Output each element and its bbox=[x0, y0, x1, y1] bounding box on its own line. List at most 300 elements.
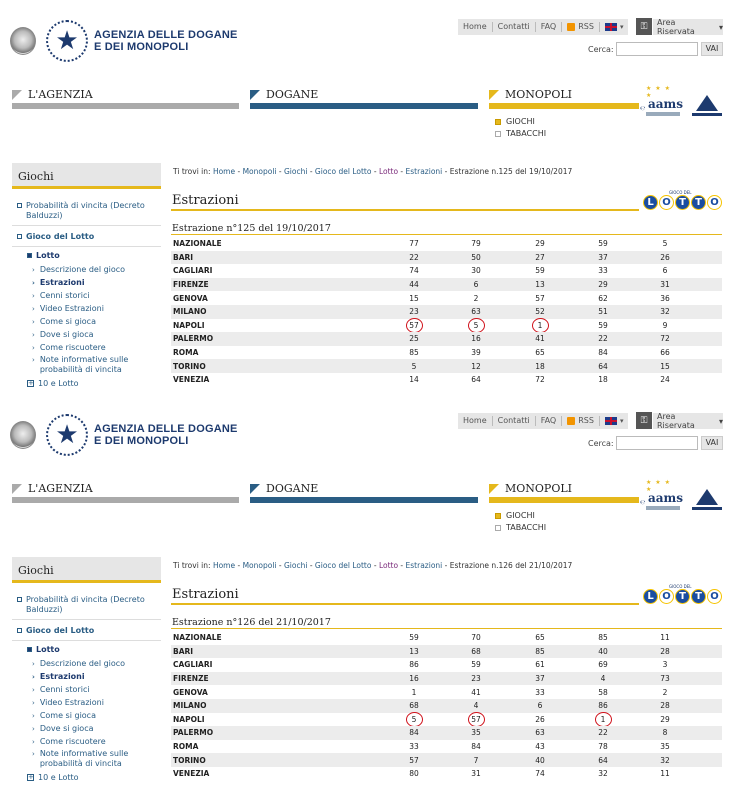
drawn-number: 68 bbox=[409, 701, 419, 711]
drawn-number: 31 bbox=[660, 280, 670, 290]
language-selector[interactable] bbox=[600, 22, 629, 32]
faq-link[interactable]: FAQ bbox=[536, 416, 563, 426]
drawn-number: 84 bbox=[409, 728, 419, 738]
sidebar-link-come-riscuotere[interactable] bbox=[32, 737, 106, 747]
sidebar-link-dove-si-gioca[interactable] bbox=[32, 330, 94, 340]
drawn-number: 72 bbox=[660, 334, 670, 344]
arrow-icon: › bbox=[32, 673, 35, 681]
sidebar-link-label: Cenni storici bbox=[39, 291, 90, 300]
results-table bbox=[171, 631, 722, 781]
breadcrumb-link[interactable]: Gioco del Lotto bbox=[314, 561, 372, 570]
drawn-number: 85 bbox=[409, 348, 419, 358]
agency-star-icon: ★ bbox=[46, 414, 88, 456]
city-name: ROMA bbox=[173, 348, 199, 358]
nav-agenzia-bar bbox=[12, 103, 239, 109]
breadcrumb-current: Estrazione n.126 del 21/10/2017 bbox=[449, 561, 573, 570]
table-row bbox=[171, 740, 722, 754]
nav-dogane-bar bbox=[250, 103, 478, 109]
breadcrumb-link[interactable]: Home bbox=[212, 561, 236, 570]
sidebar-link-label: Video Estrazioni bbox=[39, 698, 104, 707]
sidebar-link-come-si-gioca[interactable] bbox=[32, 711, 96, 721]
sidebar-link-cenni-storici[interactable] bbox=[32, 685, 90, 695]
bullet-icon bbox=[495, 131, 501, 137]
sidebar-link-label: Come riscuotere bbox=[39, 737, 106, 746]
drawn-number: 5 bbox=[473, 320, 479, 330]
sidebar-heading: Giochi bbox=[12, 163, 161, 189]
arrow-icon: › bbox=[32, 712, 35, 720]
drawn-number: 57 bbox=[535, 293, 545, 303]
drawn-number: 64 bbox=[598, 755, 608, 765]
drawn-number: 13 bbox=[535, 280, 545, 290]
sidebar-item-probabilita[interactable]: Probabilità di vincita (Decreto Balduzzi) bbox=[17, 595, 159, 615]
city-name: VENEZIA bbox=[173, 769, 210, 779]
nav-agenzia-bar bbox=[12, 497, 239, 503]
sidebar-item-lotto[interactable]: Lotto bbox=[27, 251, 60, 261]
sidebar-item-gioco-del-lotto[interactable]: Gioco del Lotto bbox=[17, 232, 94, 242]
sidebar bbox=[12, 163, 161, 189]
drawn-number: 33 bbox=[598, 266, 608, 276]
screenshot-draw-126 bbox=[0, 394, 740, 788]
sidebar-link-note[interactable]: › Note informative sulle probabilità di vincita bbox=[32, 355, 129, 374]
sidebar-link-label: Dove si gioca bbox=[39, 724, 94, 733]
chevron-down-icon: ▾ bbox=[619, 23, 624, 31]
drawn-number: 1 bbox=[600, 714, 606, 724]
drawn-number: 28 bbox=[660, 701, 670, 711]
table-row bbox=[171, 251, 722, 265]
sidebar-item-lotto[interactable]: Lotto bbox=[27, 645, 60, 655]
nav-dogane-label: DOGANE bbox=[266, 88, 319, 101]
lotto-ball-icon: T bbox=[691, 195, 706, 210]
key-icon[interactable]: ⚿ bbox=[636, 18, 652, 35]
sidebar-link-dove-si-gioca[interactable] bbox=[32, 724, 94, 734]
drawn-number: 37 bbox=[535, 674, 545, 684]
page-title: Estrazioni bbox=[172, 193, 239, 208]
drawn-number: 5 bbox=[411, 361, 417, 371]
city-name: FIRENZE bbox=[173, 280, 209, 290]
drawn-number: 11 bbox=[660, 769, 670, 779]
city-name: NAZIONALE bbox=[173, 633, 222, 643]
drawn-number: 9 bbox=[662, 320, 668, 330]
subnav-giochi[interactable]: GIOCHI bbox=[495, 511, 535, 520]
drawn-number: 32 bbox=[660, 307, 670, 317]
key-icon[interactable]: ⚿ bbox=[636, 412, 652, 429]
sidebar-link-label: Estrazioni bbox=[39, 278, 85, 287]
sidebar-link-label: Estrazioni bbox=[39, 672, 85, 681]
breadcrumb-link[interactable]: Gioco del Lotto bbox=[314, 167, 372, 176]
city-name: CAGLIARI bbox=[173, 266, 213, 276]
subtitle-rule bbox=[171, 628, 722, 629]
drawn-number: 2 bbox=[662, 687, 668, 697]
table-row bbox=[171, 685, 722, 699]
drawn-number: 74 bbox=[535, 769, 545, 779]
arrow-icon: › bbox=[32, 305, 35, 313]
bullet-icon bbox=[495, 525, 501, 531]
table-row bbox=[171, 753, 722, 767]
uk-flag-icon bbox=[605, 417, 617, 425]
arrow-icon: › bbox=[32, 750, 35, 758]
drawn-number: 11 bbox=[660, 633, 670, 643]
bullet-icon bbox=[495, 513, 501, 519]
sidebar-item-gioco-del-lotto[interactable]: Gioco del Lotto bbox=[17, 626, 94, 636]
sidebar-link-estrazioni[interactable] bbox=[32, 672, 85, 682]
sidebar-link-descrizione-del-gioco[interactable] bbox=[32, 265, 125, 275]
table-row bbox=[171, 631, 722, 645]
sidebar-heading: Giochi bbox=[12, 557, 161, 583]
drawn-number: 23 bbox=[409, 307, 419, 317]
top-navigation bbox=[458, 413, 628, 429]
city-name: ROMA bbox=[173, 742, 199, 752]
drawn-number: 5 bbox=[411, 714, 417, 724]
chevron-down-icon: ▾ bbox=[718, 22, 723, 32]
breadcrumb: Ti trovi in: Home - Monopoli - Giochi - Gioco del Lotto - Lotto - Estrazioni - Estrazione n.126 del 21/10/2017 bbox=[173, 561, 573, 570]
rss-icon bbox=[567, 417, 575, 425]
drawn-number: 57 bbox=[409, 320, 419, 330]
home-link[interactable]: Home bbox=[458, 22, 493, 32]
drawn-number: 36 bbox=[660, 293, 670, 303]
lotto-ball-icon: O bbox=[659, 589, 674, 604]
search-label: Cerca: bbox=[588, 45, 614, 54]
lotto-ball-icon: T bbox=[675, 195, 690, 210]
eu-stars-icon: ★ ★ ★ ★ bbox=[646, 85, 671, 99]
drawn-number: 77 bbox=[409, 239, 419, 249]
logo-tagline-bar bbox=[646, 112, 680, 116]
table-row bbox=[171, 373, 722, 387]
sidebar-item-10-e-lotto[interactable]: + 10 e Lotto bbox=[28, 773, 79, 782]
sidebar-item-probabilita[interactable]: Probabilità di vincita (Decreto Balduzzi) bbox=[17, 201, 159, 221]
city-name: MILANO bbox=[173, 701, 207, 711]
drawn-number: 22 bbox=[409, 252, 419, 262]
language-selector[interactable] bbox=[600, 416, 629, 426]
drawn-number: 40 bbox=[535, 755, 545, 765]
aams-logo: ★ ★ ★ ★ ℮ aams bbox=[640, 479, 688, 517]
table-row bbox=[171, 713, 722, 727]
arrow-icon: › bbox=[32, 699, 35, 707]
drawn-number: 39 bbox=[471, 348, 481, 358]
drawn-number: 4 bbox=[473, 701, 479, 711]
site-title: AGENZIA DELLE DOGANE E DEI MONOPOLI bbox=[94, 423, 238, 447]
drawn-number: 70 bbox=[471, 633, 481, 643]
search-input[interactable] bbox=[616, 436, 698, 450]
sidebar-link-label: Video Estrazioni bbox=[39, 304, 104, 313]
drawn-number: 29 bbox=[535, 239, 545, 249]
drawn-number: 24 bbox=[660, 375, 670, 385]
nav-agenzia-label: L'AGENZIA bbox=[28, 482, 93, 495]
drawn-number: 5 bbox=[662, 239, 668, 249]
adm-logo-icon bbox=[692, 95, 722, 121]
rss-link[interactable]: RSS bbox=[562, 416, 600, 426]
lotto-ball-icon: O bbox=[707, 195, 722, 210]
city-name: PALERMO bbox=[173, 334, 214, 344]
sidebar-link-label: Come si gioca bbox=[39, 711, 96, 720]
drawn-number: 1 bbox=[537, 320, 543, 330]
drawn-number: 15 bbox=[409, 293, 419, 303]
arrow-icon: › bbox=[32, 725, 35, 733]
aams-logo: ★ ★ ★ ★ ℮ aams bbox=[640, 85, 688, 123]
breadcrumb-link[interactable]: Estrazioni bbox=[405, 167, 443, 176]
drawn-number: 7 bbox=[473, 755, 479, 765]
drawn-number: 86 bbox=[598, 701, 608, 711]
arrow-icon: › bbox=[32, 686, 35, 694]
drawn-number: 64 bbox=[471, 375, 481, 385]
drawn-number: 79 bbox=[471, 239, 481, 249]
drawn-number: 65 bbox=[535, 348, 545, 358]
site-title: AGENZIA DELLE DOGANE E DEI MONOPOLI bbox=[94, 29, 238, 53]
drawn-number: 25 bbox=[409, 334, 419, 344]
lotto-ball-icon: L bbox=[643, 589, 658, 604]
city-name: BARI bbox=[173, 646, 194, 656]
search-label: Cerca: bbox=[588, 439, 614, 448]
drawn-number: 68 bbox=[471, 646, 481, 656]
drawn-number: 58 bbox=[598, 687, 608, 697]
nav-monopoli-bar bbox=[489, 497, 639, 503]
arrow-icon: › bbox=[32, 266, 35, 274]
sidebar-link-come-si-gioca[interactable] bbox=[32, 317, 96, 327]
subnav-tabacchi[interactable]: TABACCHI bbox=[495, 523, 546, 532]
drawn-number: 86 bbox=[409, 660, 419, 670]
site-logo[interactable] bbox=[10, 414, 238, 456]
drawn-number: 12 bbox=[471, 361, 481, 371]
sidebar-link-label: Descrizione del gioco bbox=[39, 659, 126, 668]
drawn-number: 29 bbox=[598, 280, 608, 290]
table-row bbox=[171, 672, 722, 686]
city-name: CAGLIARI bbox=[173, 660, 213, 670]
drawn-number: 72 bbox=[535, 375, 545, 385]
breadcrumb: Ti trovi in: Home - Monopoli - Giochi - Gioco del Lotto - Lotto - Estrazioni - Estrazione n.125 del 19/10/2017 bbox=[173, 167, 573, 176]
page-title: Estrazioni bbox=[172, 587, 239, 602]
table-row bbox=[171, 359, 722, 373]
breadcrumb-link[interactable]: Estrazioni bbox=[405, 561, 443, 570]
sidebar-link-video-estrazioni[interactable] bbox=[32, 304, 104, 314]
drawn-number: 41 bbox=[535, 334, 545, 344]
city-name: TORINO bbox=[173, 361, 206, 371]
square-bullet-icon bbox=[17, 597, 22, 602]
square-bullet-icon bbox=[17, 203, 22, 208]
drawn-number: 78 bbox=[598, 742, 608, 752]
city-name: FIRENZE bbox=[173, 674, 209, 684]
nav-agenzia-label: L'AGENZIA bbox=[28, 88, 93, 101]
drawn-number: 16 bbox=[471, 334, 481, 344]
city-name: NAZIONALE bbox=[173, 239, 222, 249]
sidebar-link-label: Come si gioca bbox=[39, 317, 96, 326]
sidebar-link-video-estrazioni[interactable] bbox=[32, 698, 104, 708]
table-row bbox=[171, 767, 722, 781]
breadcrumb-link[interactable]: Lotto bbox=[378, 561, 399, 570]
drawn-number: 1 bbox=[411, 687, 417, 697]
table-row bbox=[171, 278, 722, 292]
drawn-number: 22 bbox=[598, 728, 608, 738]
nav-monopoli-label: MONOPOLI bbox=[505, 482, 572, 495]
drawn-number: 13 bbox=[409, 646, 419, 656]
city-name: GENOVA bbox=[173, 293, 208, 303]
drawn-number: 26 bbox=[660, 252, 670, 262]
drawn-number: 65 bbox=[535, 633, 545, 643]
drawn-number: 32 bbox=[598, 769, 608, 779]
arrow-icon: › bbox=[32, 318, 35, 326]
chevron-down-icon: ▾ bbox=[619, 417, 624, 425]
drawn-number: 41 bbox=[471, 687, 481, 697]
drawn-number: 3 bbox=[662, 660, 668, 670]
drawn-number: 27 bbox=[535, 252, 545, 262]
city-name: VENEZIA bbox=[173, 375, 210, 385]
arrow-icon: › bbox=[32, 331, 35, 339]
contatti-link[interactable]: Contatti bbox=[493, 22, 536, 32]
plus-icon: + bbox=[28, 379, 34, 387]
breadcrumb-link[interactable]: Monopoli bbox=[242, 167, 277, 176]
lotto-ball-icon: L bbox=[643, 195, 658, 210]
nav-monopoli-label: MONOPOLI bbox=[505, 88, 572, 101]
drawn-number: 51 bbox=[598, 307, 608, 317]
drawn-number: 16 bbox=[409, 674, 419, 684]
breadcrumb-link[interactable]: Giochi bbox=[283, 561, 308, 570]
table-row bbox=[171, 332, 722, 346]
site-logo[interactable] bbox=[10, 20, 238, 62]
table-row bbox=[171, 658, 722, 672]
lotto-ball-icon: T bbox=[675, 589, 690, 604]
nav-monopoli-bar bbox=[489, 103, 639, 109]
republic-emblem-icon bbox=[10, 421, 36, 449]
drawn-number: 26 bbox=[535, 714, 545, 724]
drawn-number: 85 bbox=[598, 633, 608, 643]
drawn-number: 6 bbox=[473, 280, 479, 290]
drawn-number: 84 bbox=[598, 348, 608, 358]
drawn-number: 69 bbox=[598, 660, 608, 670]
drawn-number: 22 bbox=[598, 334, 608, 344]
top-navigation bbox=[458, 19, 628, 35]
table-row bbox=[171, 319, 722, 333]
drawn-number: 35 bbox=[471, 728, 481, 738]
drawn-number: 61 bbox=[535, 660, 545, 670]
agency-star-icon: ★ bbox=[46, 20, 88, 62]
arrow-icon: › bbox=[32, 660, 35, 668]
drawn-number: 64 bbox=[598, 361, 608, 371]
drawn-number: 18 bbox=[535, 361, 545, 371]
drawn-number: 14 bbox=[409, 375, 419, 385]
table-row bbox=[171, 726, 722, 740]
arrow-icon: › bbox=[32, 279, 35, 287]
subnav-tabacchi[interactable]: TABACCHI bbox=[495, 129, 546, 138]
drawn-number: 52 bbox=[535, 307, 545, 317]
draw-subtitle: Estrazione n°126 del 21/10/2017 bbox=[172, 617, 331, 628]
sidebar-link-label: Descrizione del gioco bbox=[39, 265, 126, 274]
sidebar-link-descrizione-del-gioco[interactable] bbox=[32, 659, 125, 669]
subtitle-rule bbox=[171, 234, 722, 235]
faq-link[interactable]: FAQ bbox=[536, 22, 563, 32]
bullet-icon bbox=[495, 119, 501, 125]
drawn-number: 33 bbox=[535, 687, 545, 697]
city-name: BARI bbox=[173, 252, 194, 262]
breadcrumb-link[interactable]: Monopoli bbox=[242, 561, 277, 570]
drawn-number: 59 bbox=[535, 266, 545, 276]
drawn-number: 73 bbox=[660, 674, 670, 684]
drawn-number: 84 bbox=[471, 742, 481, 752]
drawn-number: 29 bbox=[660, 714, 670, 724]
city-name: GENOVA bbox=[173, 687, 208, 697]
arrow-icon: › bbox=[32, 344, 35, 352]
city-name: PALERMO bbox=[173, 728, 214, 738]
area-riservata-menu[interactable]: Area Riservata ▾ bbox=[653, 413, 723, 429]
city-name: NAPOLI bbox=[173, 320, 205, 330]
breadcrumb-link[interactable]: Giochi bbox=[283, 167, 308, 176]
rss-link[interactable]: RSS bbox=[562, 22, 600, 32]
chevron-down-icon: ▾ bbox=[718, 416, 723, 426]
drawn-number: 57 bbox=[471, 714, 481, 724]
subnav-giochi[interactable]: GIOCHI bbox=[495, 117, 535, 126]
drawn-number: 2 bbox=[473, 293, 479, 303]
breadcrumb-link[interactable]: Home bbox=[212, 167, 236, 176]
nav-dogane-label: DOGANE bbox=[266, 482, 319, 495]
e-mark-icon: ℮ bbox=[640, 499, 646, 506]
home-link[interactable]: Home bbox=[458, 416, 493, 426]
uk-flag-icon bbox=[605, 23, 617, 31]
sidebar-link-label: Dove si gioca bbox=[39, 330, 94, 339]
drawn-number: 37 bbox=[598, 252, 608, 262]
rss-icon bbox=[567, 23, 575, 31]
drawn-number: 28 bbox=[660, 646, 670, 656]
sidebar-link-estrazioni[interactable] bbox=[32, 278, 85, 288]
sidebar-link-label: Cenni storici bbox=[39, 685, 90, 694]
city-name: TORINO bbox=[173, 755, 206, 765]
lotto-logo: GIOCO DEL L O T T O bbox=[643, 584, 723, 608]
nav-dogane-bar bbox=[250, 497, 478, 503]
drawn-number: 44 bbox=[409, 280, 419, 290]
republic-emblem-icon bbox=[10, 27, 36, 55]
drawn-number: 23 bbox=[471, 674, 481, 684]
table-row bbox=[171, 264, 722, 278]
drawn-number: 8 bbox=[662, 728, 668, 738]
drawn-number: 30 bbox=[471, 266, 481, 276]
plus-icon: + bbox=[28, 773, 34, 781]
square-bullet-icon bbox=[17, 628, 22, 633]
table-row bbox=[171, 645, 722, 659]
lotto-ball-icon: T bbox=[691, 589, 706, 604]
table-row bbox=[171, 237, 722, 251]
sidebar-link-label: Come riscuotere bbox=[39, 343, 106, 352]
lotto-ball-icon: O bbox=[707, 589, 722, 604]
search-button[interactable]: VAI bbox=[701, 42, 723, 56]
sidebar-link-note[interactable]: › Note informative sulle probabilità di vincita bbox=[32, 749, 129, 768]
city-name: MILANO bbox=[173, 307, 207, 317]
drawn-number: 31 bbox=[471, 769, 481, 779]
drawn-number: 66 bbox=[660, 348, 670, 358]
results-table bbox=[171, 237, 722, 387]
drawn-number: 43 bbox=[535, 742, 545, 752]
table-row bbox=[171, 699, 722, 713]
table-row bbox=[171, 305, 722, 319]
square-bullet-icon bbox=[27, 647, 32, 652]
sidebar bbox=[12, 557, 161, 583]
breadcrumb-link[interactable]: Lotto bbox=[378, 167, 399, 176]
area-riservata-menu[interactable]: Area Riservata ▾ bbox=[653, 19, 723, 35]
contatti-link[interactable]: Contatti bbox=[493, 416, 536, 426]
drawn-number: 59 bbox=[598, 239, 608, 249]
sidebar-item-10-e-lotto[interactable]: + 10 e Lotto bbox=[28, 379, 79, 388]
drawn-number: 50 bbox=[471, 252, 481, 262]
drawn-number: 74 bbox=[409, 266, 419, 276]
sidebar-link-come-riscuotere[interactable] bbox=[32, 343, 106, 353]
drawn-number: 85 bbox=[535, 646, 545, 656]
drawn-number: 35 bbox=[660, 742, 670, 752]
arrow-icon: › bbox=[32, 356, 35, 364]
breadcrumb-current: Estrazione n.125 del 19/10/2017 bbox=[449, 167, 573, 176]
search-button[interactable]: VAI bbox=[701, 436, 723, 450]
lotto-ball-icon: O bbox=[659, 195, 674, 210]
search-input[interactable] bbox=[616, 42, 698, 56]
drawn-number: 62 bbox=[598, 293, 608, 303]
drawn-number: 59 bbox=[471, 660, 481, 670]
eu-stars-icon: ★ ★ ★ ★ bbox=[646, 479, 671, 493]
sidebar-link-cenni-storici[interactable] bbox=[32, 291, 90, 301]
square-bullet-icon bbox=[27, 253, 32, 258]
